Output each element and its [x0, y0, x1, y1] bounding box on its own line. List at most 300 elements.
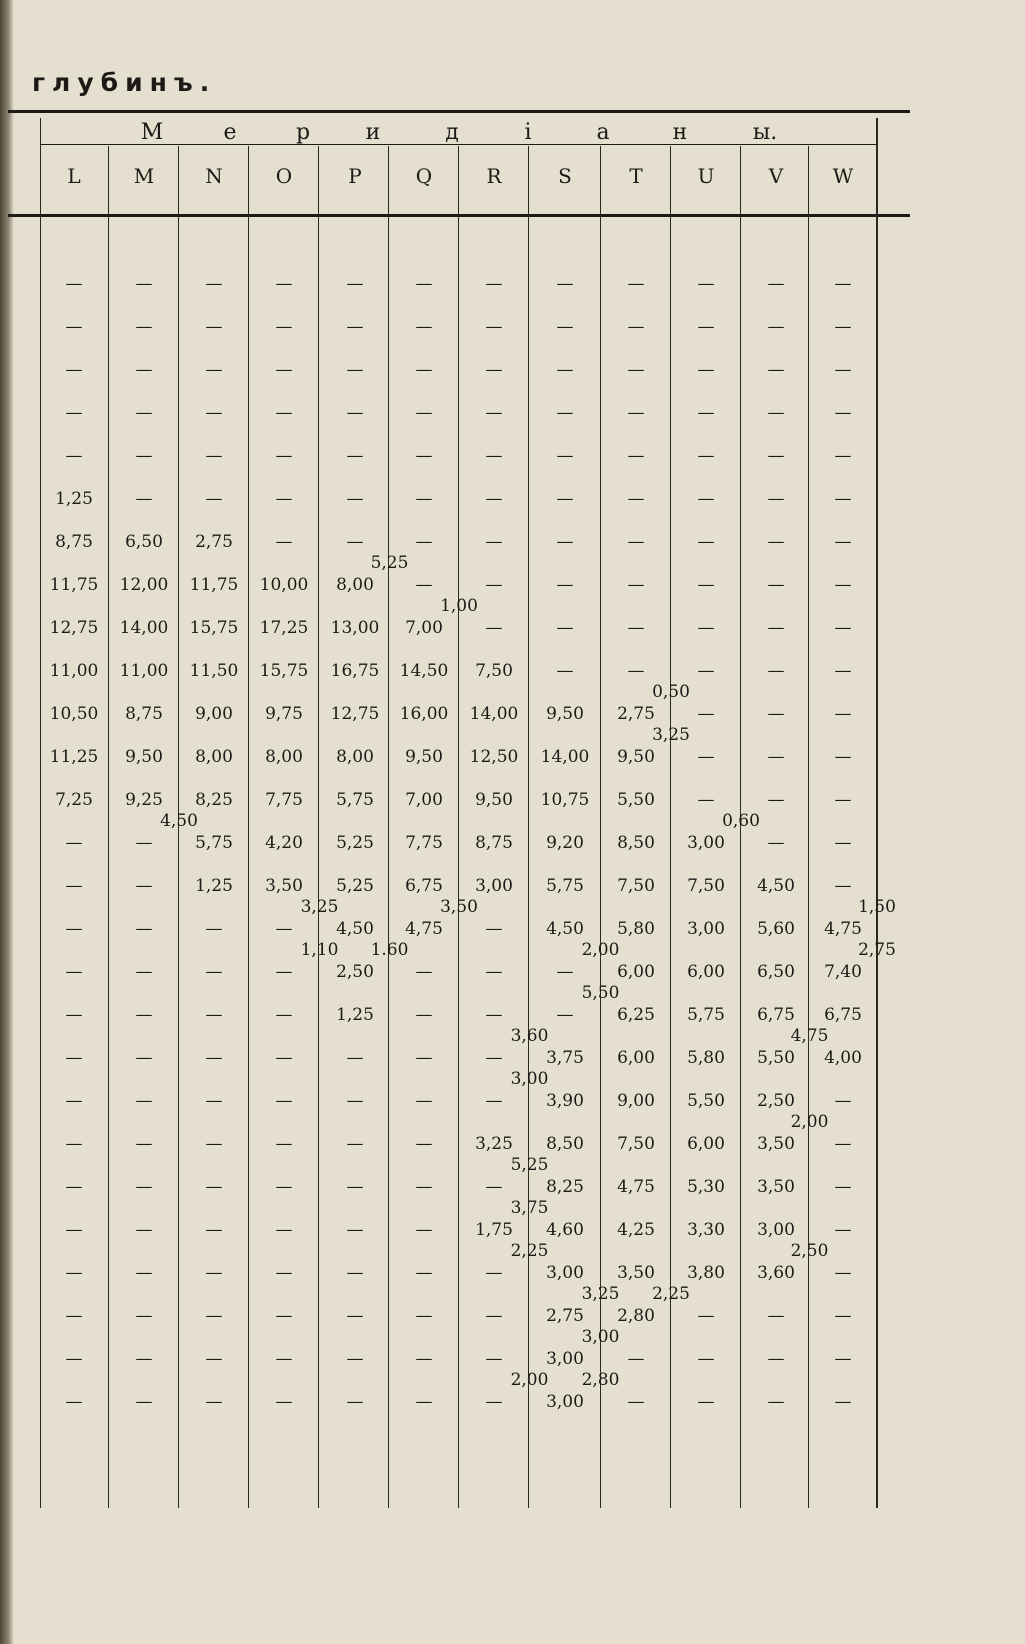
between-value: 3,00 [510, 1069, 549, 1089]
between-value: 0,50 [652, 682, 690, 702]
table-cell: — [65, 403, 83, 423]
table-cell: — [697, 575, 715, 595]
between-value: 3,25 [652, 725, 690, 745]
table-cell: 3,00 [546, 1349, 584, 1369]
between-value: 3,60 [510, 1026, 549, 1046]
table-cell: 5,75 [195, 833, 233, 853]
table-cell: 1,25 [55, 489, 93, 509]
table-cell: — [415, 403, 433, 423]
column-divider [108, 146, 109, 1508]
table-cell: — [834, 489, 852, 509]
table-cell: — [275, 1048, 293, 1068]
table-cell: — [346, 1048, 364, 1068]
between-value: 2,80 [581, 1370, 620, 1390]
table-cell: — [205, 446, 223, 466]
table-cell: — [415, 489, 433, 509]
table-cell: 8,00 [265, 747, 303, 767]
table-cell: 6,50 [757, 962, 795, 982]
table-cell: 11,00 [49, 661, 99, 681]
column-divider [876, 118, 878, 1508]
between-value: 3,75 [510, 1198, 549, 1218]
table-cell: — [697, 1306, 715, 1326]
table-cell: 3,00 [546, 1263, 584, 1283]
table-cell: 4,50 [757, 876, 795, 896]
table-cell: — [627, 575, 645, 595]
table-cell: — [135, 446, 153, 466]
between-value: 1,00 [440, 596, 478, 616]
table-cell: 13,00 [330, 618, 380, 638]
table-cell: — [415, 446, 433, 466]
table-cell: — [65, 1134, 83, 1154]
table-cell: — [205, 1005, 223, 1025]
table-cell: 6,25 [617, 1005, 655, 1025]
table-cell: — [275, 1091, 293, 1111]
table-cell: 7,75 [265, 790, 303, 810]
table-cell: 3,00 [546, 1392, 584, 1412]
table-cell: — [65, 919, 83, 939]
table-cell: — [485, 403, 503, 423]
table-cell: — [346, 1263, 364, 1283]
page-header: глубинъ. [32, 68, 217, 97]
table-cell: — [834, 575, 852, 595]
table-cell: — [205, 1263, 223, 1283]
table-cell: 5,80 [687, 1048, 725, 1068]
table-cell: — [556, 1005, 574, 1025]
between-value: 2,00 [581, 940, 620, 960]
table-cell: 9,00 [195, 704, 233, 724]
table-cell: — [135, 1005, 153, 1025]
table-cell: — [556, 618, 574, 638]
table-cell: — [767, 833, 785, 853]
table-cell: — [65, 1091, 83, 1111]
table-cell: 10,00 [259, 575, 309, 595]
table-cell: — [415, 1349, 433, 1369]
table-cell: 3,50 [265, 876, 303, 896]
table-cell: — [834, 274, 852, 294]
table-cell: — [205, 317, 223, 337]
table-cell: 4,50 [546, 919, 584, 939]
table-cell: 8,00 [336, 575, 374, 595]
table-cell: — [346, 403, 364, 423]
table-cell: 2,50 [757, 1091, 795, 1111]
table-cell: 9,50 [405, 747, 443, 767]
table-cell: — [415, 962, 433, 982]
table-cell: 9,00 [617, 1091, 655, 1111]
table-cell: — [275, 1392, 293, 1412]
table-cell: — [627, 1349, 645, 1369]
table-cell: — [556, 489, 574, 509]
table-cell: 6,00 [617, 962, 655, 982]
table-cell: 9,75 [265, 704, 303, 724]
table-cell: 5,30 [687, 1177, 725, 1197]
table-cell: — [275, 1177, 293, 1197]
column-divider [388, 146, 389, 1508]
table-cell: — [627, 661, 645, 681]
table-cell: — [415, 317, 433, 337]
table-cell: — [346, 360, 364, 380]
table-cell: — [65, 833, 83, 853]
table-cell: — [556, 575, 574, 595]
column-divider [248, 146, 249, 1508]
table-cell: — [627, 360, 645, 380]
table-cell: — [135, 360, 153, 380]
column-header-v: V [768, 164, 784, 188]
table-cell: — [556, 360, 574, 380]
between-value: 1,50 [858, 897, 896, 917]
table-cell: 2,80 [617, 1306, 655, 1326]
between-value: 3,25 [300, 897, 339, 917]
table-cell: — [556, 403, 574, 423]
between-value: 2,00 [790, 1112, 829, 1132]
table-cell: — [275, 962, 293, 982]
table-cell: 6,75 [405, 876, 443, 896]
table-cell: — [556, 317, 574, 337]
table-cell: 3,90 [546, 1091, 584, 1111]
table-cell: — [767, 618, 785, 638]
table-cell: — [205, 1177, 223, 1197]
table-cell: — [767, 489, 785, 509]
table-cell: 2,75 [546, 1306, 584, 1326]
table-cell: — [834, 1306, 852, 1326]
table-cell: 4,25 [617, 1220, 655, 1240]
table-cell: — [767, 790, 785, 810]
table-cell: — [205, 489, 223, 509]
meridian-title-letter: н [672, 120, 688, 145]
table-cell: — [135, 1349, 153, 1369]
table-cell: — [65, 1048, 83, 1068]
table-cell: 14,50 [399, 661, 449, 681]
table-cell: — [834, 704, 852, 724]
table-cell: — [485, 1005, 503, 1025]
table-cell: 9,50 [617, 747, 655, 767]
meridian-title-letter: а [596, 120, 610, 145]
table-cell: — [834, 317, 852, 337]
between-value: 4,50 [160, 811, 198, 831]
table-cell: 1,25 [336, 1005, 374, 1025]
table-cell: — [485, 618, 503, 638]
table-cell: 16,75 [330, 661, 380, 681]
table-cell: — [135, 1091, 153, 1111]
table-cell: 2,75 [195, 532, 233, 552]
table-cell: — [205, 1220, 223, 1240]
table-cell: 8,50 [546, 1134, 584, 1154]
between-value: 0,60 [722, 811, 760, 831]
table-cell: — [346, 489, 364, 509]
column-header-p: P [348, 164, 362, 188]
table-cell: — [767, 1306, 785, 1326]
table-cell: — [834, 446, 852, 466]
table-cell: — [346, 1392, 364, 1412]
table-cell: — [205, 1392, 223, 1412]
meridian-title-letter: р [295, 120, 311, 145]
table-cell: — [135, 1392, 153, 1412]
table-cell: — [834, 1134, 852, 1154]
column-header-s: S [558, 164, 572, 188]
meridian-title-letter: і [524, 120, 532, 145]
table-cell: — [697, 274, 715, 294]
column-divider [318, 146, 319, 1508]
table-cell: — [415, 1177, 433, 1197]
table-cell: 5,60 [757, 919, 795, 939]
table-cell: — [485, 1349, 503, 1369]
table-cell: — [275, 919, 293, 939]
table-cell: 7,00 [405, 618, 443, 638]
table-cell: — [556, 661, 574, 681]
table-cell: — [135, 1263, 153, 1283]
table-cell: — [627, 317, 645, 337]
column-header-t: T [629, 164, 643, 188]
table-cell: — [834, 1392, 852, 1412]
table-cell: — [205, 403, 223, 423]
table-cell: — [834, 532, 852, 552]
table-cell: — [65, 1263, 83, 1283]
table-cell: — [415, 360, 433, 380]
table-cell: 4,50 [336, 919, 374, 939]
meridian-title-letter: и [365, 120, 381, 145]
table-cell: 4,60 [546, 1220, 584, 1240]
table-cell: — [415, 1220, 433, 1240]
table-cell: 5,80 [617, 919, 655, 939]
table-cell: — [275, 360, 293, 380]
table-cell: — [697, 618, 715, 638]
table-cell: — [697, 446, 715, 466]
table-cell: — [834, 360, 852, 380]
meridian-title-letter: д [445, 120, 459, 145]
table-cell: 9,50 [546, 704, 584, 724]
table-cell: 7,25 [55, 790, 93, 810]
table-cell: 3,60 [757, 1263, 795, 1283]
table-cell: 3,25 [475, 1134, 513, 1154]
table-cell: 11,50 [189, 661, 239, 681]
table-cell: — [135, 317, 153, 337]
table-cell: — [275, 532, 293, 552]
table-cell: 3,30 [687, 1220, 725, 1240]
table-cell: 5,75 [687, 1005, 725, 1025]
table-cell: 12,50 [469, 747, 519, 767]
table-cell: — [485, 962, 503, 982]
table-cell: — [275, 1349, 293, 1369]
table-cell: 4,75 [617, 1177, 655, 1197]
table-cell: 3,00 [687, 919, 725, 939]
table-cell: 11,00 [119, 661, 169, 681]
table-cell: 1,25 [195, 876, 233, 896]
table-cell: — [627, 274, 645, 294]
table-cell: — [485, 1048, 503, 1068]
table-cell: 5,75 [336, 790, 374, 810]
table-cell: — [415, 1091, 433, 1111]
meridian-title-letter: ы. [752, 120, 778, 145]
table-cell: — [346, 532, 364, 552]
table-cell: — [415, 1005, 433, 1025]
table-cell: — [65, 962, 83, 982]
table-cell: 7,40 [824, 962, 862, 982]
meridian-title-letter: М [140, 120, 164, 145]
table-cell: 7,50 [475, 661, 513, 681]
table-cell: — [205, 1349, 223, 1369]
table-cell: — [485, 446, 503, 466]
column-divider [40, 118, 41, 1508]
table-cell: 10,50 [49, 704, 99, 724]
table-cell: — [834, 403, 852, 423]
table-cell: — [834, 876, 852, 896]
column-divider [808, 146, 809, 1508]
table-cell: — [135, 919, 153, 939]
table-cell: — [767, 274, 785, 294]
table-cell: 7,00 [405, 790, 443, 810]
table-cell: 4,00 [824, 1048, 862, 1068]
table-cell: — [346, 1091, 364, 1111]
column-header-n: N [205, 164, 223, 188]
between-value: 2,00 [510, 1370, 549, 1390]
table-cell: 9,25 [125, 790, 163, 810]
between-value: 4,75 [790, 1026, 829, 1046]
table-cell: — [485, 317, 503, 337]
table-cell: — [346, 1220, 364, 1240]
table-cell: — [346, 274, 364, 294]
table-cell: — [415, 1392, 433, 1412]
table-cell: 6,75 [824, 1005, 862, 1025]
table-cell: — [415, 575, 433, 595]
table-cell: 3,00 [475, 876, 513, 896]
column-header-o: O [275, 164, 293, 188]
between-value: 2,75 [858, 940, 896, 960]
table-cell: — [275, 446, 293, 466]
table-cell: 9,50 [475, 790, 513, 810]
between-value: 3,50 [440, 897, 478, 917]
table-cell: — [627, 403, 645, 423]
table-cell: — [205, 1091, 223, 1111]
table-cell: 6,00 [617, 1048, 655, 1068]
table-cell: — [834, 1091, 852, 1111]
table-cell: — [275, 489, 293, 509]
between-value: 2,25 [652, 1284, 690, 1304]
table-cell: — [697, 489, 715, 509]
table-cell: — [65, 1005, 83, 1025]
table-cell: 5,25 [336, 833, 374, 853]
column-header-q: Q [415, 164, 433, 188]
table-cell: — [767, 360, 785, 380]
table-cell: 3,80 [687, 1263, 725, 1283]
between-value: 5,50 [581, 983, 620, 1003]
table-cell: 8,75 [475, 833, 513, 853]
table-cell: — [135, 962, 153, 982]
table-cell: — [834, 1263, 852, 1283]
table-cell: — [65, 1177, 83, 1197]
table-cell: 5,75 [546, 876, 584, 896]
table-cell: — [135, 403, 153, 423]
table-cell: 7,50 [687, 876, 725, 896]
between-value: 1,10 [300, 940, 339, 960]
table-cell: 5,50 [617, 790, 655, 810]
table-cell: — [556, 274, 574, 294]
table-cell: — [627, 532, 645, 552]
table-cell: 4,75 [824, 919, 862, 939]
table-cell: — [697, 360, 715, 380]
table-cell: — [65, 446, 83, 466]
table-cell: 3,75 [546, 1048, 584, 1068]
table-cell: 3,50 [757, 1177, 795, 1197]
between-value: 5,25 [510, 1155, 549, 1175]
table-cell: — [65, 360, 83, 380]
table-cell: — [415, 1306, 433, 1326]
table-cell: 5,50 [757, 1048, 795, 1068]
table-cell: — [205, 1048, 223, 1068]
column-header-w: W [832, 164, 854, 188]
table-cell: 2,50 [336, 962, 374, 982]
table-cell: 9,50 [125, 747, 163, 767]
table-cell: — [346, 446, 364, 466]
table-cell: 14,00 [540, 747, 590, 767]
table-cell: — [697, 790, 715, 810]
table-cell: 8,25 [195, 790, 233, 810]
table-cell: — [275, 1134, 293, 1154]
table-cell: — [485, 1091, 503, 1111]
table-cell: — [275, 1005, 293, 1025]
table-cell: 4,75 [405, 919, 443, 939]
table-cell: — [627, 489, 645, 509]
table-cell: 12,75 [330, 704, 380, 724]
column-header-r: R [486, 164, 502, 188]
table-cell: — [485, 1263, 503, 1283]
table-cell: — [135, 1306, 153, 1326]
table-cell: — [275, 274, 293, 294]
table-cell: — [275, 317, 293, 337]
table-cell: 11,75 [189, 575, 239, 595]
column-divider [458, 146, 459, 1508]
meridian-title-letter: е [223, 120, 237, 145]
table-cell: 5,25 [336, 876, 374, 896]
table-cell: — [556, 962, 574, 982]
table-cell: 8,50 [617, 833, 655, 853]
table-cell: 8,75 [125, 704, 163, 724]
table-cell: — [346, 1306, 364, 1326]
table-cell: — [205, 962, 223, 982]
table-cell: — [65, 1392, 83, 1412]
table-cell: — [834, 747, 852, 767]
table-cell: — [485, 1177, 503, 1197]
table-cell: 6,00 [687, 962, 725, 982]
table-cell: 6,00 [687, 1134, 725, 1154]
table-cell: — [135, 833, 153, 853]
table-cell: — [767, 1392, 785, 1412]
table-cell: — [346, 317, 364, 337]
table-cell: 14,00 [469, 704, 519, 724]
table-cell: — [346, 1134, 364, 1154]
table-cell: — [415, 274, 433, 294]
table-cell: — [627, 1392, 645, 1412]
table-cell: — [697, 1392, 715, 1412]
table-cell: 11,25 [49, 747, 99, 767]
table-cell: 4,20 [265, 833, 303, 853]
table-cell: — [485, 274, 503, 294]
table-cell: — [627, 446, 645, 466]
table-cell: — [275, 1306, 293, 1326]
table-cell: — [485, 1306, 503, 1326]
table-cell: 8,25 [546, 1177, 584, 1197]
between-value: 1.60 [370, 940, 409, 960]
table-cell: — [275, 1263, 293, 1283]
table-cell: — [415, 1048, 433, 1068]
table-cell: — [767, 403, 785, 423]
table-cell: 14,00 [119, 618, 169, 638]
table-cell: 8,00 [336, 747, 374, 767]
between-value: 5,25 [370, 553, 409, 573]
column-divider [528, 146, 529, 1508]
table-cell: 15,75 [189, 618, 239, 638]
table-cell: — [275, 1220, 293, 1240]
table-cell: 3,50 [757, 1134, 795, 1154]
table-cell: 12,75 [49, 618, 99, 638]
